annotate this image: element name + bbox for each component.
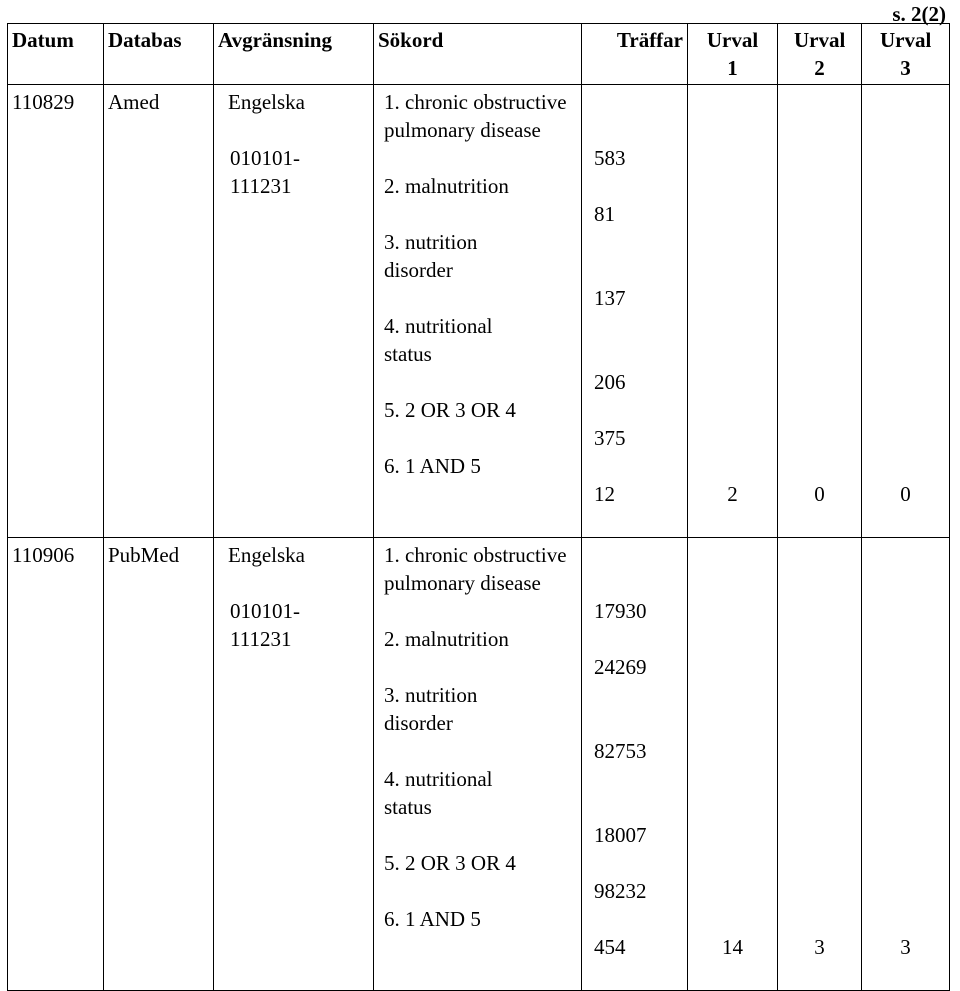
term-6: 6. 1 AND 5 <box>384 907 481 931</box>
datum-value: 110829 <box>12 90 75 114</box>
header-row <box>8 24 950 85</box>
cell-sokord <box>374 85 582 538</box>
urval-3-value: 0 <box>900 482 911 506</box>
header-urval-2: Urval 2 <box>778 24 862 85</box>
cell-sokord <box>374 538 582 991</box>
hits-6: 454 <box>594 935 626 959</box>
table-row <box>8 538 950 991</box>
hits-4: 206 <box>594 370 626 394</box>
header-urval-1: Urval 1 <box>688 24 778 85</box>
cell-avgransning <box>214 538 374 991</box>
urval-1-value: 14 <box>722 935 743 959</box>
term-1: 1. chronic obstructive pulmonary disease <box>384 543 567 595</box>
term-2: 2. malnutrition <box>384 627 509 651</box>
databas-value: PubMed <box>108 543 180 567</box>
range-value: 010101-111231 <box>230 146 300 198</box>
urval-2-value: 3 <box>814 935 825 959</box>
term-5: 5. 2 OR 3 OR 4 <box>384 398 516 422</box>
urval-1-value: 2 <box>727 482 738 506</box>
term-5: 5. 2 OR 3 OR 4 <box>384 851 516 875</box>
cell-avgransning <box>214 85 374 538</box>
table-row <box>8 85 950 538</box>
header-urval-3: Urval 3 <box>862 24 950 85</box>
databas-value: Amed <box>108 90 160 114</box>
term-1: 1. chronic obstructive pulmonary disease <box>384 90 567 142</box>
term-3: 3. nutrition disorder <box>384 683 478 735</box>
hits-2: 24269 <box>594 655 647 679</box>
cell-urval-1 <box>688 85 778 538</box>
hits-1: 17930 <box>594 599 647 623</box>
hits-2: 81 <box>594 202 615 226</box>
cell-datum <box>8 85 104 538</box>
language-value: Engelska <box>228 90 305 114</box>
urval-3-value: 3 <box>900 935 911 959</box>
cell-databas <box>104 538 214 991</box>
hits-3: 137 <box>594 286 626 310</box>
cell-urval-1 <box>688 538 778 991</box>
cell-urval-3 <box>862 538 950 991</box>
term-6: 6. 1 AND 5 <box>384 454 481 478</box>
header-avgransning: Avgränsning <box>214 24 374 85</box>
term-4: 4. nutritional status <box>384 314 493 366</box>
header-traffar: Träffar <box>582 24 688 85</box>
search-log-table <box>7 23 950 991</box>
cell-urval-2 <box>778 85 862 538</box>
cell-traffar <box>582 85 688 538</box>
hits-3: 82753 <box>594 739 647 763</box>
cell-databas <box>104 85 214 538</box>
urval-2-value: 0 <box>814 482 825 506</box>
term-3: 3. nutrition disorder <box>384 230 478 282</box>
cell-urval-2 <box>778 538 862 991</box>
term-2: 2. malnutrition <box>384 174 509 198</box>
cell-urval-3 <box>862 85 950 538</box>
hits-5: 375 <box>594 426 626 450</box>
range-value: 010101-111231 <box>230 599 300 651</box>
datum-value: 110906 <box>12 543 75 567</box>
cell-datum <box>8 538 104 991</box>
language-value: Engelska <box>228 543 305 567</box>
term-4: 4. nutritional status <box>384 767 493 819</box>
hits-4: 18007 <box>594 823 647 847</box>
hits-5: 98232 <box>594 879 647 903</box>
hits-6: 12 <box>594 482 615 506</box>
header-datum: Datum <box>8 24 104 85</box>
header-sokord: Sökord <box>374 24 582 85</box>
hits-1: 583 <box>594 146 626 170</box>
page-number: s. 2(2) <box>892 2 946 26</box>
header-databas: Databas <box>104 24 214 85</box>
cell-traffar <box>582 538 688 991</box>
